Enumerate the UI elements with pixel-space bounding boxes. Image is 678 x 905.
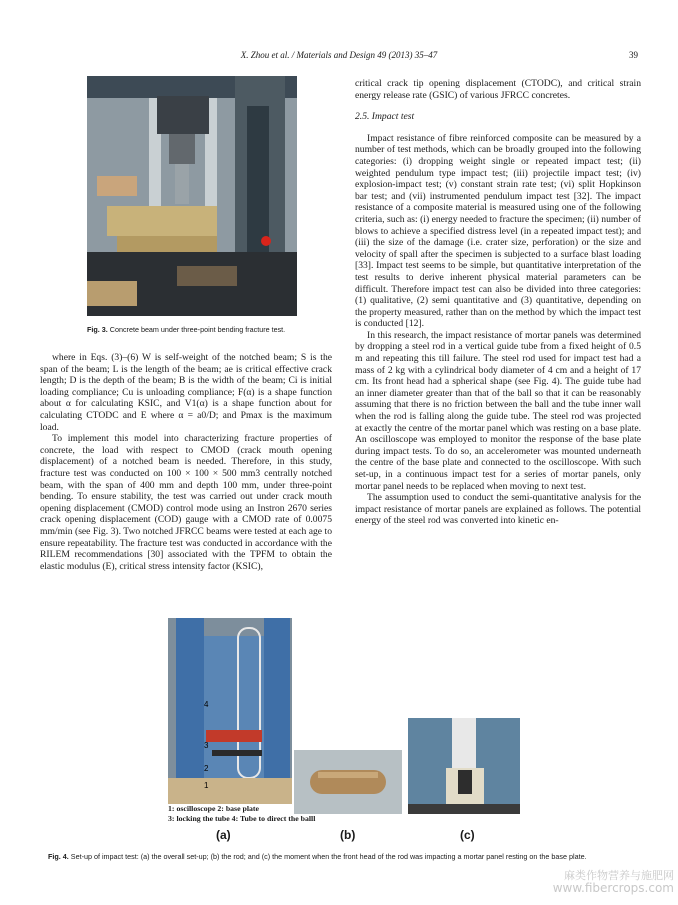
watermark-chinese: 麻类作物营养与施肥网 [564, 869, 674, 882]
panel-label-c: (c) [460, 828, 475, 842]
running-header [40, 50, 638, 64]
paragraph-impact-procedure: In this research, the impact resistance of mortar panels was determined by dropping a steel rod in a vertical guide tube from a fixed height of 0.5 m and repeating this till failure. The steel rod used for impact test had a mass of 2 kg with a cylindrical body diameter of 4 cm and a height of 17 cm. Its front head had a spherical shape (see Fig. 4). The guide tube had an inner diameter greater than that of the ball so that it can be reasonably assuming that there is no friction between the ball and the tube inner wall when the rod is falling along the guide tube. The steel rod was projected at exactly the centre of the mortar panel which was resting on a base plate. An oscilloscope was employed to monitor the response of the base plate during impact tests. To do so, an accelerometer was mounted underneath the centre of the base plate and connected to the oscilloscope. With such set-up, in a continuous impact test for a series of mortar panels, only mortar panel needs to be replaced when moving to next test. [355, 329, 641, 492]
figure-3-caption [87, 325, 327, 334]
figure-4-caption [48, 852, 648, 861]
page-number: 39 [629, 50, 638, 60]
panel-label-b: (b) [340, 828, 356, 842]
figure-4 [168, 618, 520, 853]
rod-illustration [294, 750, 402, 814]
marker-4: 4 [204, 700, 209, 709]
journal-running-title: X. Zhou et al. / Materials and Design 49 (2013) 35–47 [240, 50, 438, 60]
section-heading-impact-test: 2.5. Impact test [355, 111, 415, 123]
marker-1: 1 [204, 781, 209, 790]
paragraph-continuation: critical crack tip opening displacement (CTODC), and critical strain energy release rate (GSIC) of various JFRCC concretes. [355, 78, 641, 101]
testing-machine-illustration [87, 76, 297, 316]
paragraph-impact-methods: Impact resistance of fibre reinforced composite can be measured by a number of test methods, which can be broadly grouped into the following categories: (i) dropping weight single or repeated impact test; (ii) weighted pendulum type impact test; (iii) projectile impact test; (iv) explosion-impact test; (v) constant strain rate test; (vi) split Hopkinson bar test; and (vii) instrumented pendulum impact test [32]. The impact resistance of a composite material is measured using one of the following criteria, such as: (i) energy needed to fracture the specimen; (ii) number of blows to achieve a specified distress level (in a repeated impact test); and (iii) the size of the damage (i.e. crater size, perforation) or the size and velocity of spall after the specimen is subjected to a surface blast loading [33]. Impact test seems to be simple, but quantitative interpretation of the test results to derive inherent physical material parameters can be difficult. Therefore impact test can also be divided into three categories: (1) qualitative, (2) semi quantitative and (3) quantitative, depending on the property measured, rather than on the method by which the impact test is conducted [12]. [355, 132, 641, 330]
figure-3-caption-text: Concrete beam under three-point bending fracture test. [109, 325, 286, 334]
figure-4-caption-text: Set-up of impact test: (a) the overall set-up; (b) the rod; and (c) the moment when the front head of the rod was impacting a mortar panel resting on the base plate. [70, 852, 587, 861]
panel-b-rod [294, 750, 402, 814]
figure-3-label: Fig. 3. [87, 325, 108, 334]
paragraph-assumption: The assumption used to conduct the semi-quantitative analysis for the impact resistance of mortar panels are explained as follows. The potential energy of the steel rod was converted into kinetic en- [355, 492, 641, 527]
figure-4-label: Fig. 4. [48, 852, 69, 861]
marker-2: 2 [204, 764, 209, 773]
marker-3: 3 [204, 741, 209, 750]
watermark [553, 869, 674, 895]
panel-a-overall-setup [168, 618, 292, 804]
legend-line-1: 1: oscilloscope 2: base plate [168, 804, 259, 813]
impact-moment-illustration [408, 718, 520, 814]
paragraph-equation-definitions: where in Eqs. (3)–(6) W is self-weight of the notched beam; S is the span of the beam; L is the length of the beam; ae is critical effective crack length; D is the depth of the beam; B is the width of the beam; Ci is initial loading compliance; Cu is unloading compliance; F(α) is a shape function about α for calculating KSIC, and V1(α) is a shape function about for calculating CTODC and E where α = a0/D; and Pmax is the maximum load. [40, 352, 332, 433]
panel-label-a: (a) [216, 828, 231, 842]
left-column [40, 352, 332, 572]
legend-line-2: 3: locking the tube 4: Tube to direct the balll [168, 814, 316, 823]
right-column [355, 78, 641, 527]
panel-c-impact-moment [408, 718, 520, 814]
impact-frame-illustration [168, 618, 292, 804]
watermark-url: www.fibercrops.com [552, 881, 674, 895]
figure-3-photo [87, 76, 297, 316]
paragraph-fracture-test: To implement this model into characterizing fracture properties of concrete, the load with respect to CMOD (crack mouth opening displacement) of a notched beam is needed. Therefore, in this study, fracture test was conducted on 100 × 100 × 500 mm3 centrally notched beam, with the span of 400 mm and depth 100 mm, under three-point bending. To ensure stability, the test was carried out under crack mouth opening displacement (CMOD) control mode using an Instron 2670 series crack opening displacement (COD) gauge with a CMOD rate of 0.0075 mm/min (see Fig. 3). Two notched JFRCC beams were tested at each age to ensure repeatability. The fracture test was conducted in accordance with the RILEM recommendations [30] associated with the TPFM to obtain the elastic modulus (E), critical stress intensity factor (KSIC), [40, 433, 332, 572]
